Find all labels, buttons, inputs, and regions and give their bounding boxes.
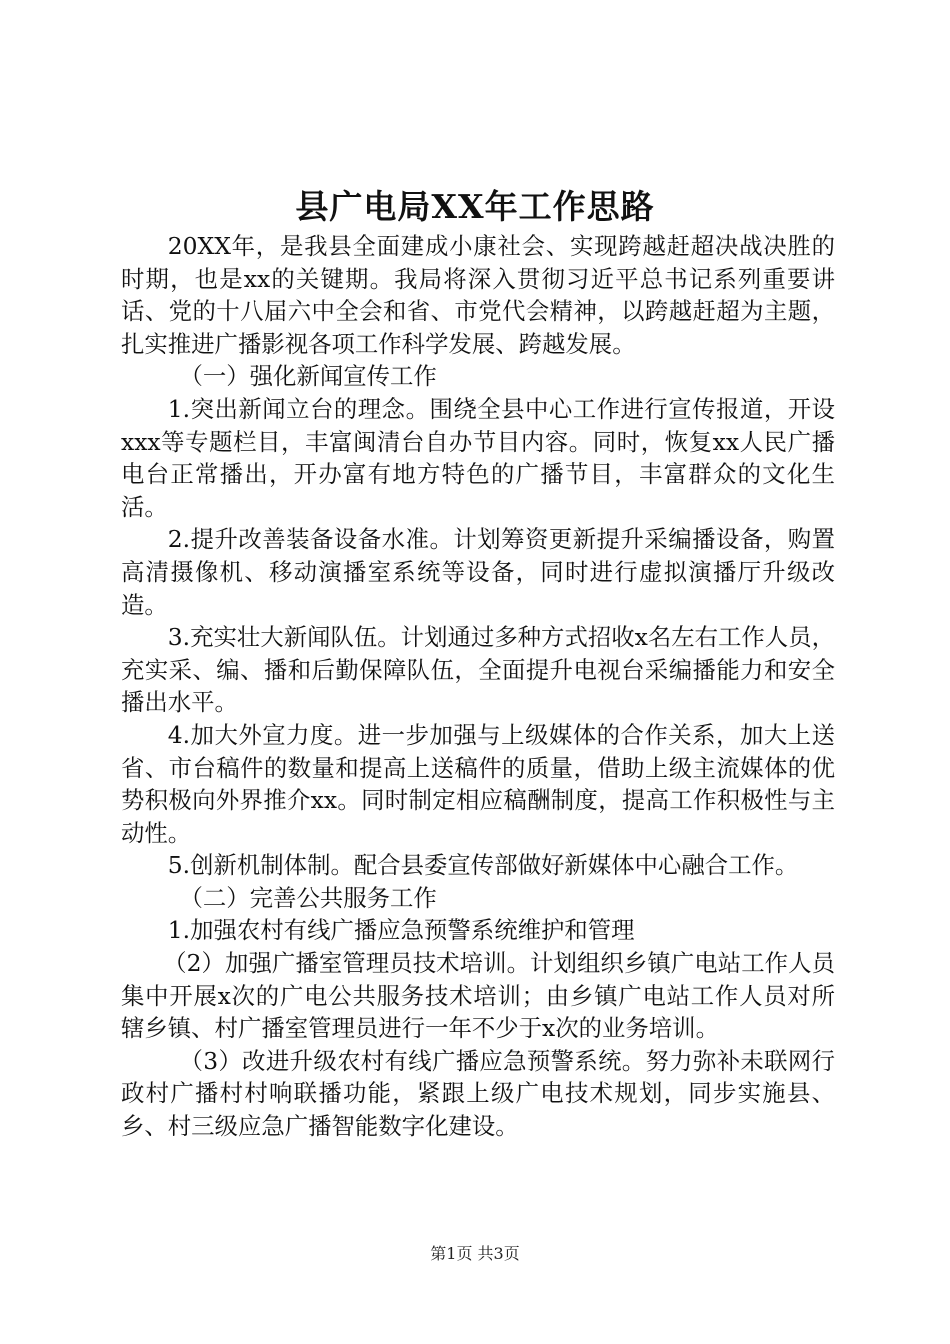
document-title: 县广电局XX年工作思路 [295,187,655,226]
page-number: 第1页 共3页 [430,1244,520,1263]
section-heading-public-service: （二）完善公共服务工作 [179,883,437,912]
paragraph-service-3: （3）改进升级农村有线广播应急预警系统。努力弥补未联网行政村广播村村响联播功能，紧跟上级广电技术规划，同步实施县、乡、村三级应急广播智能数字化建设。 [121,1046,835,1141]
paragraph-service-1: 1.加强农村有线广播应急预警系统维护和管理 [167,916,635,945]
paragraph-news-4: 4.加大外宣力度。进一步加强与上级媒体的合作关系，加大上送省、市台稿件的数量和提高上送稿件的质量，借助上级主流媒体的优势积极向外界推介xx。同时制定相应稿酬制度，提高工作积极性与主动性。 [121,720,835,847]
paragraph-news-2: 2.提升改善装备设备水准。计划筹资更新提升采编播设备，购置高清摄像机、移动演播室系统等设备，同时进行虚拟演播厅升级改造。 [121,525,835,619]
paragraph-news-1: 1.突出新闻立台的理念。围绕全县中心工作进行宣传报道，开设xxx等专题栏目，丰富闽清台自办节目内容。同时，恢复xx人民广播电台正常播出，开办富有地方特色的广播节目，丰富群众的文化生活。 [121,394,835,521]
section-heading-news: （一）强化新闻宣传工作 [179,362,437,391]
paragraph-news-3: 3.充实壮大新闻队伍。计划通过多种方式招收x名左右工作人员，充实采、编、播和后勤保障队伍，全面提升电视台采编播能力和安全播出水平。 [121,623,835,717]
paragraph-service-2: （2）加强广播室管理员技术培训。计划组织乡镇广电站工作人员集中开展x次的广电公共服务技术培训；由乡镇广电站工作人员对所辖乡镇、村广播室管理员进行一年不少于x次的业务培训。 [121,949,835,1043]
intro-paragraph: 20XX年，是我县全面建成小康社会、实现跨越赶超决战决胜的时期，也是xx的关键期。我局将深入贯彻习近平总书记系列重要讲话、党的十八届六中全会和省、市党代会精神，以跨越赶超为主题，扎实推进广播影视各项工作科学发展、跨越发展。 [121,232,835,358]
paragraph-news-5: 5.创新机制体制。配合县委宣传部做好新媒体中心融合工作。 [167,851,799,880]
document-body [121,230,835,1143]
